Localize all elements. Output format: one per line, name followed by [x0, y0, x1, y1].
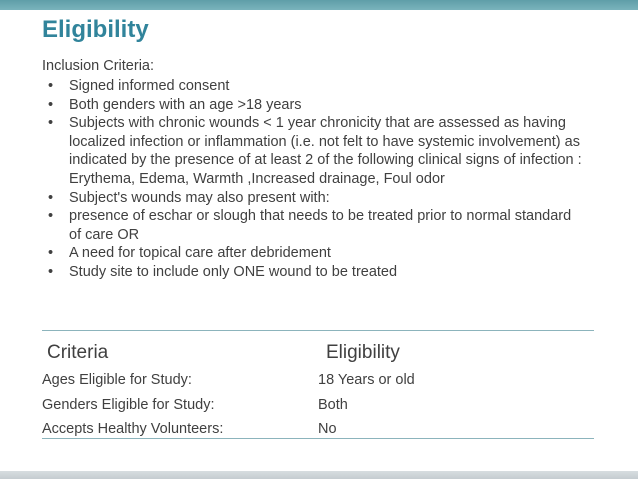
list-item: • Study site to include only ONE wound to be treated — [46, 263, 586, 282]
table-cell: Ages Eligible for Study: — [42, 372, 192, 388]
table-row — [42, 370, 594, 394]
section-subtitle: Inclusion Criteria: — [42, 58, 155, 74]
list-item: • Both genders with an age >18 years — [46, 96, 586, 115]
table-cell: No — [318, 421, 337, 437]
table-row — [42, 395, 594, 419]
column-header-criteria: Criteria — [47, 342, 109, 363]
table-top-rule — [42, 330, 594, 331]
table-cell: Both — [318, 397, 348, 413]
bottom-accent-bar — [0, 471, 638, 479]
list-item: • A need for topical care after debridement — [46, 244, 586, 263]
top-accent-bar — [0, 0, 638, 10]
table-cell: Accepts Healthy Volunteers: — [42, 421, 224, 437]
list-item: • Subjects with chronic wounds < 1 year chronicity that are assessed as having localized infection or inflammation (i.e. not felt to have systemic involvement) as indicated by the presence of at least 2 of the following clinical signs of infection : Erythema, Edema, Warmth ,Increased drainage, Foul odor — [46, 114, 586, 188]
list-item: • Signed informed consent — [46, 77, 586, 96]
table-row — [42, 419, 594, 443]
table-cell: 18 Years or old — [318, 372, 415, 388]
list-item: • presence of eschar or slough that needs to be treated prior to normal standard of care OR — [46, 207, 586, 244]
inclusion-criteria-list — [46, 77, 586, 282]
list-item: • Subject's wounds may also present with: — [46, 189, 586, 208]
table-cell: Genders Eligible for Study: — [42, 397, 215, 413]
table-header-row — [42, 340, 594, 370]
column-header-eligibility: Eligibility — [326, 342, 400, 363]
slide-title: Eligibility — [42, 16, 149, 43]
table-bottom-rule — [42, 438, 594, 439]
